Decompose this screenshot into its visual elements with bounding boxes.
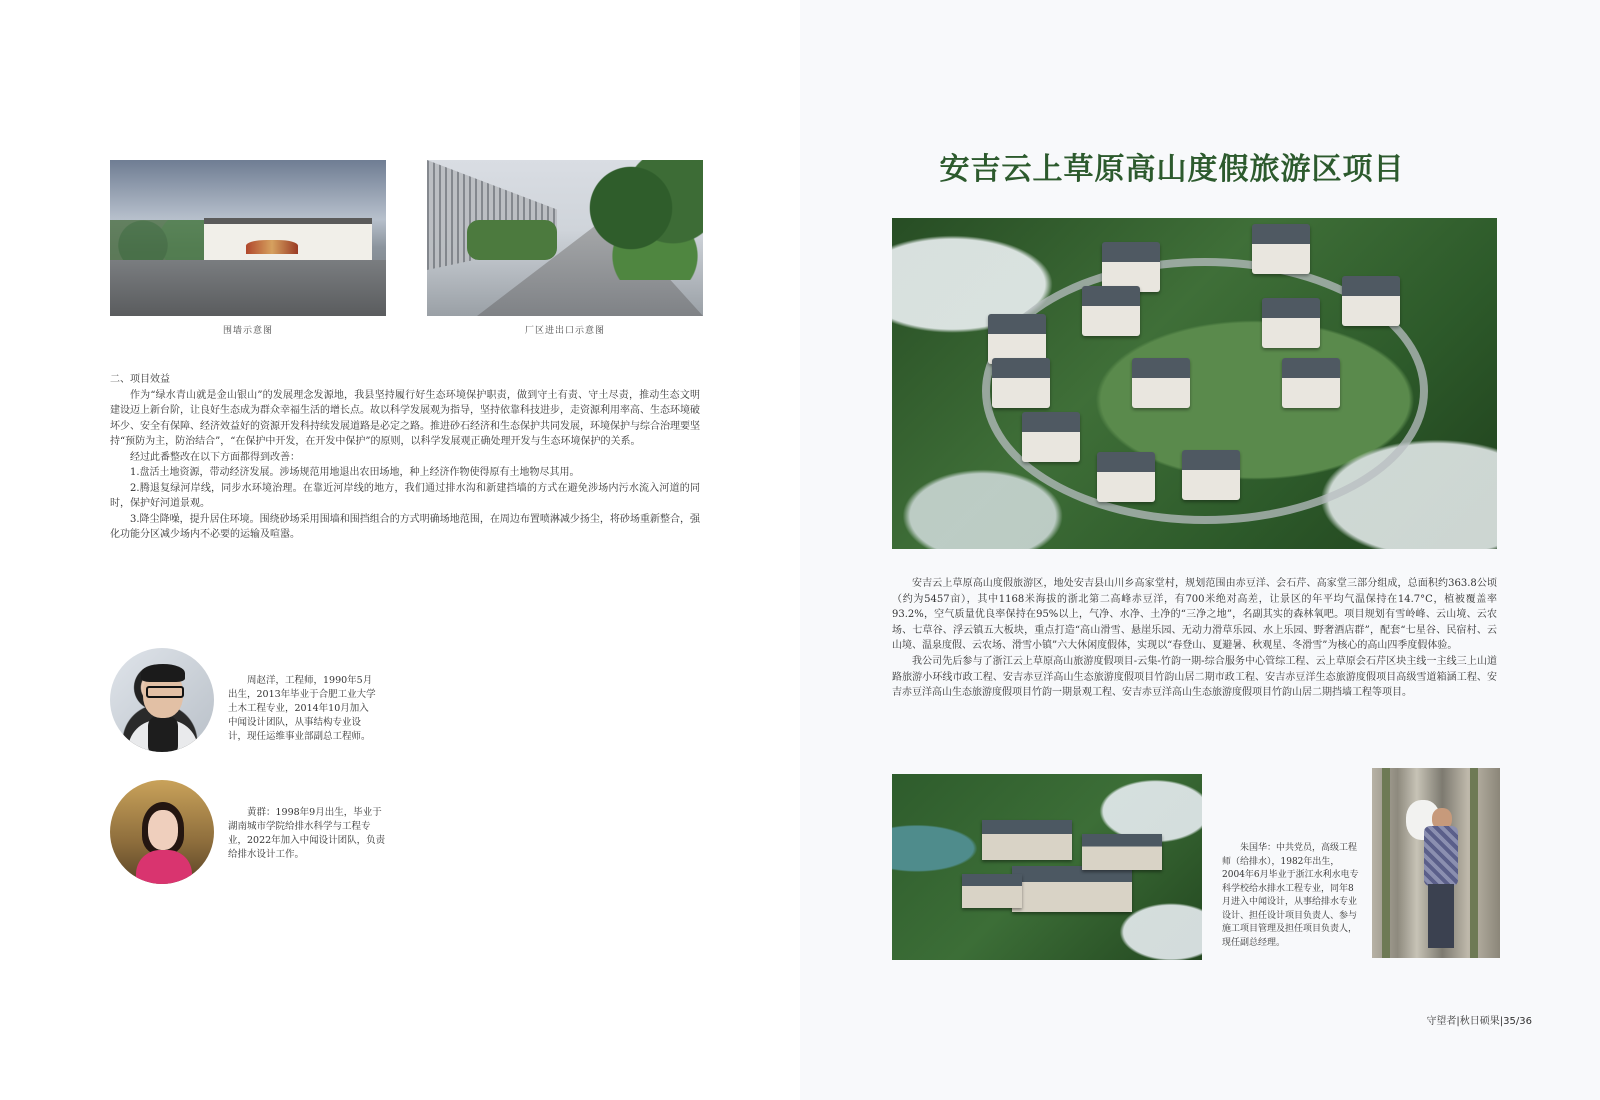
wall-photo-caption: 围墙示意图 [222, 326, 273, 336]
entrance-photo-caption: 厂区进出口示意图 [524, 326, 605, 336]
gate-mural [246, 240, 298, 254]
bio-text: 朱国华：中共党员，高级工程师（给排水），1982年出生，2004年6月毕业于浙江水利水电专科学校给水排水工程专业，同年8月进入中闻设计，从事给排水专业设计、担任设计项目负责人、参与施工项目管理及担任项目负责人，现任副总经理。 [1222, 843, 1359, 948]
avatar [110, 780, 214, 884]
avatar-hair [141, 664, 185, 682]
paragraph: 作为“绿水青山就是金山银山”的发展理念发源地，我县坚持履行好生态环境保护职责，做到守土有责、守土尽责，推动生态文明建设迈上新台阶，让良好生态成为群众幸福生活的增长点。故以科学发展观为指导，坚持依靠科技进步，走资源利用率高、生态环境破坏少、安全有保障、经济效益好的资源开发科持续发展道路是必定之路。推进砂石经济和生态保护共同发展，环境保护与综合治理要坚持“预防为主，防治结合”，“在保护中开发，在开发中保护”的原则，以科学发展观正确处理开发与生态环境保护的关系。 [110, 389, 700, 447]
bio-text: 黄群：1998年9月出生，毕业于湖南城市学院给排水科学与工程专业，2022年加入中闻设计团队，负责给排水设计工作。 [228, 807, 386, 860]
bio-text: 周赵洋，工程师，1990年5月出生，2013年毕业于合肥工业大学土木工程专业，2014年10月加入中闻设计团队，从事结构专业设计，现任运维事业部副总工程师。 [228, 675, 376, 742]
villa [1342, 276, 1400, 326]
avatar [110, 648, 214, 752]
building [962, 874, 1022, 908]
villa [988, 314, 1046, 364]
bio [228, 674, 378, 744]
building [1012, 866, 1132, 912]
paragraph: 安吉云上草原高山度假旅游区，地处安吉县山川乡高家堂村，规划范围由赤豆洋、会石芹、高家堂三部分组成，总面积约363.8公顷（约为5457亩），其中1168米海拔的浙北第二高峰赤豆洋，有700米绝对高差，让景区的年平均气温保持在14.7°C，植被覆盖率93.2%，空气质量优良率保持在95%以上，气净、水净、土净的“三净之地”，名副其实的森林氧吧。项目规划有雪岭峰、云山境、云农场、七草谷、浮云镇五大板块，重点打造“高山滑雪、悬崖乐园、无动力滑草乐园、水上乐园、野奢酒店群”，配套“七星谷、民宿村、云山境、温泉度假、云农场、滑雪小镇”六大休闲度假体，实现以“春登山、夏避暑、秋观星、冬滑雪”为核心的高山四季度假体验。 [892, 578, 1497, 652]
villa [1282, 358, 1340, 408]
person-body [1424, 826, 1458, 886]
page-footer: 守望者|秋日硕果|35/36 [1426, 1016, 1532, 1027]
bamboo [1470, 768, 1478, 958]
page-title: 安吉云上草原高山度假旅游区项目 [939, 152, 1405, 187]
paragraph: 我公司先后参与了浙江云上草原高山旅游度假项目-云集-竹韵一期-综合服务中心管综工程、云上草原会石芹区块主线一主线三上山道路旅游小环线市政工程、安吉赤豆洋高山生态旅游度假项目竹韵山居二期市政工程、安吉赤豆洋生态旅游度假项目高级雪道箱涵工程、安吉赤豆洋高山生态旅游度假项目竹韵一期景观工程、安吉赤豆洋高山生态旅游度假项目竹韵山居二期挡墙工程等项目。 [892, 655, 1497, 699]
avatar-glasses [146, 686, 184, 698]
bio [228, 806, 388, 862]
resort-aerial-photo [892, 218, 1497, 549]
person-photo [1372, 768, 1500, 958]
entrance-photo [427, 160, 703, 316]
bamboo [1382, 768, 1390, 958]
villa [1022, 412, 1080, 462]
villa [992, 358, 1050, 408]
hedge [467, 220, 557, 260]
building [982, 820, 1072, 860]
ground [110, 260, 386, 316]
villa [1132, 358, 1190, 408]
section-heading: 二、项目效益 [110, 374, 170, 385]
wall-photo [110, 160, 386, 316]
villa [1082, 286, 1140, 336]
villa [1182, 450, 1240, 500]
paragraph: 经过此番整改在以下方面都得到改善： [130, 451, 300, 463]
paragraph: 3.降尘降噪，提升居住环境。围绕砂场采用围墙和围挡组合的方式明确场地范围，在周边布置喷淋减少扬尘，将砂场重新整合，强化功能分区减少场内不必要的运输及喧嚣。 [110, 513, 700, 540]
villa [1252, 224, 1310, 274]
hotel-aerial-photo [892, 774, 1202, 960]
villa [1102, 242, 1160, 292]
avatar-face [148, 810, 178, 850]
bio [1222, 842, 1362, 950]
paragraph: 1.盘活土地资源，带动经济发展。涉场规范用地退出农田场地，种上经济作物使得原有土地物尽其用。 [130, 467, 580, 478]
trees [583, 160, 703, 280]
avatar-neck [148, 716, 178, 752]
paragraph: 2.腾退复绿河岸线，同步水环境治理。在靠近河岸线的地方，我们通过排水沟和新建挡墙的方式在避免涉场内污水流入河道的同时，保护好河道景观。 [110, 482, 700, 509]
avatar-shirt [136, 850, 192, 884]
villa [1262, 298, 1320, 348]
person-legs [1428, 884, 1454, 948]
project-intro [892, 576, 1497, 701]
building [1082, 834, 1162, 870]
villa [1097, 452, 1155, 502]
project-benefits-section [110, 372, 700, 543]
